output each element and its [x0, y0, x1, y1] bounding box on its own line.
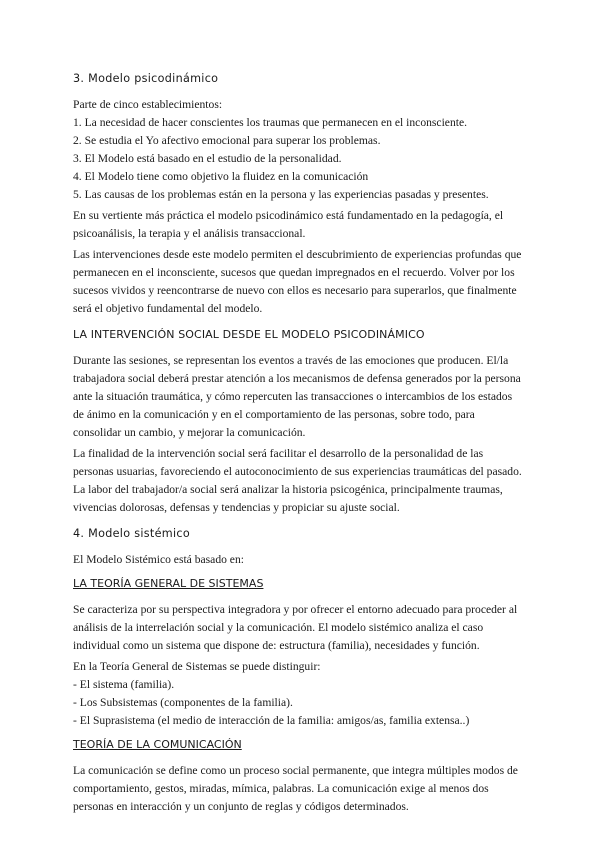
list-item: 4. El Modelo tiene como objetivo la fluidez en la comunicación: [73, 170, 369, 183]
list-item: 3. El Modelo está basado en el estudio de la personalidad.: [73, 152, 342, 165]
section-heading-communication-theory: TEORÍA DE LA COMUNICACIÓN: [73, 738, 242, 751]
list-item: - El sistema (familia).: [73, 678, 175, 691]
list-item: - Los Subsistemas (componentes de la familia).: [73, 696, 293, 709]
paragraph: Las intervenciones desde este modelo permiten el descubrimiento de experiencias profundas que permanecen en el inconsciente, sucesos que quedan impregnados en el recuerdo. Volver por los sucesos vividos y reencontrarse de nuevo con ellos es necesario para superarlos, que finalmente será el objetivo fundamental del modelo.: [73, 248, 522, 315]
paragraph: La finalidad de la intervención social será facilitar el desarrollo de la personalidad de las personas usuarias, favoreciendo el autoconocimiento de sus experiencias traumáticas del pasado. La labor del trabajador/a social será analizar la historia psicogénica, principalmente traumas, vivencias dolorosas, defensas y tendencias y propiciar su ajuste social.: [73, 447, 522, 514]
list-item: - El Suprasistema (el medio de interacción de la familia: amigos/as, familia extensa..): [73, 714, 470, 727]
paragraph: En su vertiente más práctica el modelo psicodinámico está fundamentado en la pedagogía, el psicoanálisis, la terapia y el análisis transaccional.: [73, 209, 504, 240]
paragraph: La comunicación se define como un proceso social permanente, que integra múltiples modos de comportamiento, gestos, miradas, mímica, palabras. La comunicación exige al menos dos personas en interacción y un conjunto de reglas y códigos determinados.: [73, 764, 518, 813]
establishments-list: [73, 114, 523, 204]
list-item: 2. Se estudia el Yo afectivo emocional para superar los problemas.: [73, 134, 381, 147]
list-intro: Parte de cinco establecimientos:: [73, 98, 223, 111]
paragraph: Se caracteriza por su perspectiva integradora y por ofrecer el entorno adecuado para proceder al análisis de la interrelación social y la comunicación. El modelo sistémico analiza el caso individual como un sistema que dispone de: estructura (familia), necesidades y función.: [73, 603, 518, 652]
list-intro: En la Teoría General de Sistemas se puede distinguir:: [73, 660, 321, 673]
paragraph: El Modelo Sistémico está basado en:: [73, 553, 244, 566]
list-item: 1. La necesidad de hacer conscientes los traumas que permanecen en el inconsciente.: [73, 116, 468, 129]
systems-list: [73, 676, 523, 730]
section-heading-psychodynamic: 3. Modelo psicodinámico: [73, 72, 219, 85]
paragraph: Durante las sesiones, se representan los eventos a través de las emociones que producen. El/la trabajadora social deberá prestar atención a los mecanismos de defensa generados por la persona ante la situación traumática, y cómo repercuten las transacciones o intercambios de los estados de ánimo en la comunicación y en el comportamiento de las personas, sobre todo, para consolidar un cambio, y mejorar la comunicación.: [73, 354, 521, 439]
section-heading-systemic: 4. Modelo sistémico: [73, 527, 190, 540]
document-body: [73, 70, 523, 819]
section-heading-intervention: LA INTERVENCIÓN SOCIAL DESDE EL MODELO PSICODINÁMICO: [73, 328, 425, 341]
list-item: 5. Las causas de los problemas están en la persona y las experiencias pasadas y presentes.: [73, 188, 489, 201]
section-heading-general-systems-theory: LA TEORÍA GENERAL DE SISTEMAS: [73, 577, 264, 590]
